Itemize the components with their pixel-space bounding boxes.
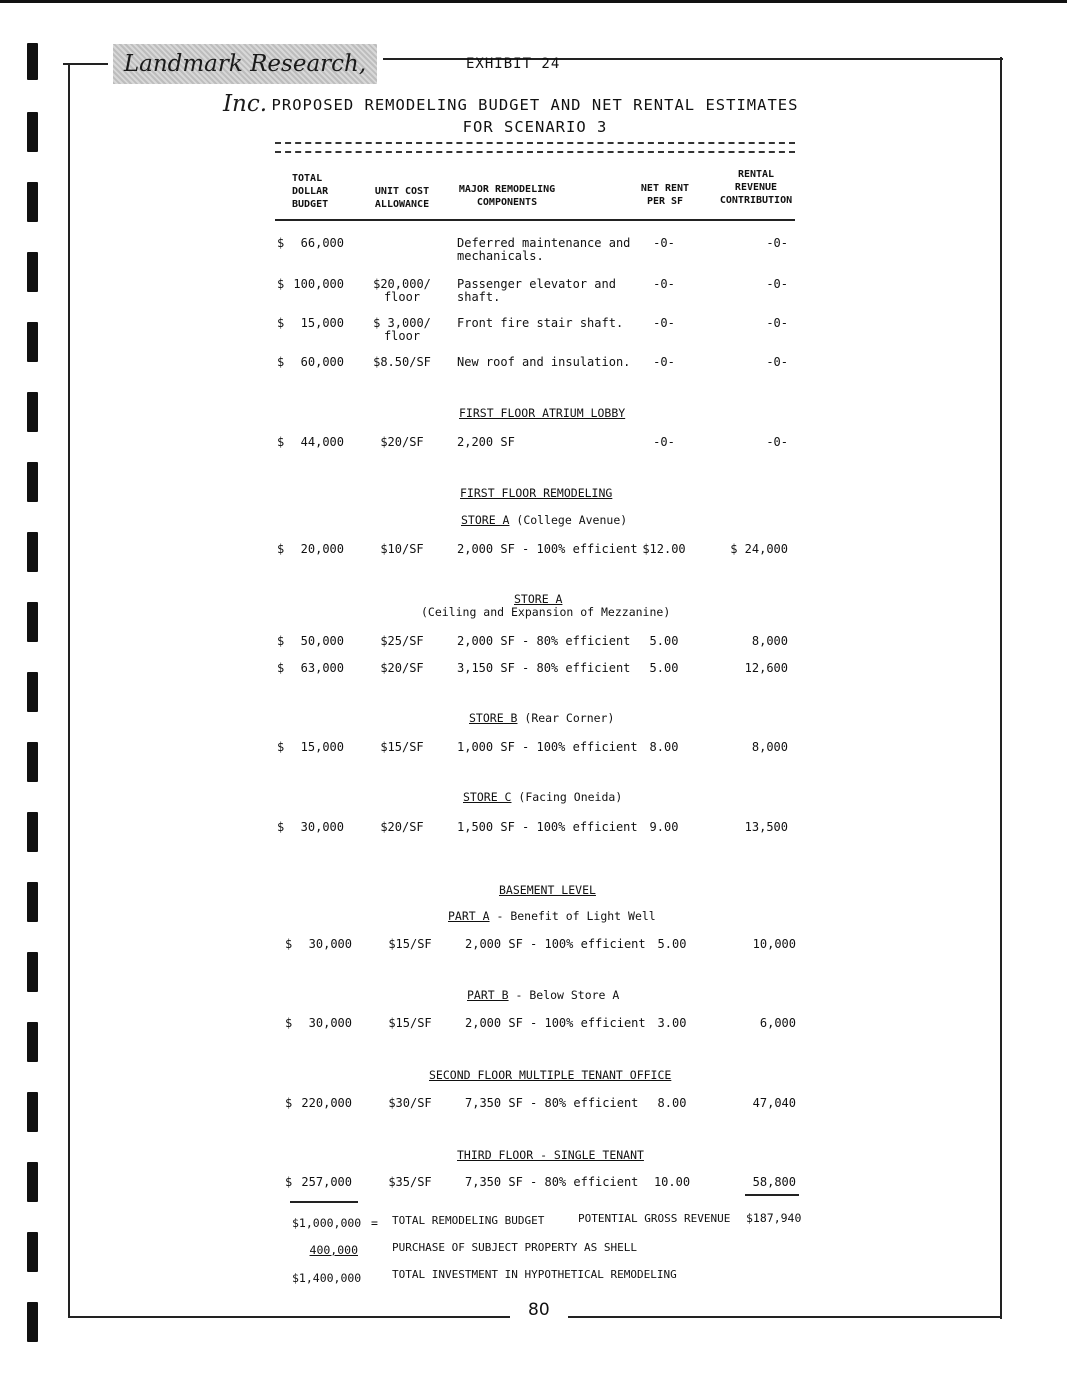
component-text-line2: shaft.: [457, 290, 501, 304]
component-text: 1,500 SF - 100% efficient: [457, 820, 638, 834]
component-text: 7,350 SF - 80% efficient: [465, 1096, 639, 1110]
binder-hole: [27, 322, 38, 362]
exhibit-label: EXHIBIT 24: [466, 56, 561, 72]
header-unit-cost: UNIT COST ALLOWANCE: [374, 186, 430, 210]
double-rule: [275, 142, 795, 153]
unit-cost-value: $30/SF: [388, 1096, 432, 1110]
section-heading: STORE A (College Avenue): [461, 513, 628, 527]
page-frame-bottom: [68, 1316, 510, 1318]
rental-revenue-value: -0-: [766, 316, 788, 330]
binder-hole: [27, 952, 38, 992]
dollar-sign: $: [277, 316, 285, 330]
binder-hole: [27, 43, 38, 80]
total-budget-value: $1,000,000: [292, 1216, 362, 1230]
net-rent-value: -0-: [653, 355, 675, 369]
budget-value: 50,000: [300, 634, 344, 648]
dollar-sign: $: [277, 542, 285, 556]
net-rent-value: 3.00: [657, 1016, 687, 1030]
header-net-rent: NET RENT PER SF: [640, 183, 690, 207]
rental-revenue-value: 6,000: [759, 1016, 796, 1030]
unit-cost-value: $25/SF: [380, 634, 424, 648]
purchase-label: PURCHASE OF SUBJECT PROPERTY AS SHELL: [392, 1241, 638, 1254]
unit-cost-value-line2: floor: [383, 290, 421, 304]
binder-hole: [27, 532, 38, 572]
rental-revenue-value: 10,000: [752, 937, 796, 951]
company-logo: Landmark Research, Inc.: [113, 44, 377, 84]
unit-cost-value: $35/SF: [388, 1175, 432, 1189]
unit-cost-value: $20/SF: [380, 435, 424, 449]
net-rent-value: $12.00: [642, 542, 686, 556]
net-rent-value: 8.00: [649, 740, 679, 754]
unit-cost-value: $15/SF: [388, 1016, 432, 1030]
budget-value: 60,000: [300, 355, 344, 369]
rental-revenue-value: 58,800: [752, 1175, 796, 1189]
budget-value: 30,000: [300, 820, 344, 834]
section-heading: FIRST FLOOR ATRIUM LOBBY: [459, 406, 626, 420]
header-components: MAJOR REMODELING COMPONENTS: [458, 184, 556, 208]
binder-hole: [27, 252, 38, 292]
binder-hole: [27, 1092, 38, 1132]
rental-revenue-value: -0-: [766, 435, 788, 449]
binder-hole: [27, 672, 38, 712]
rental-revenue-value: 8,000: [751, 634, 788, 648]
section-heading: BASEMENT LEVEL: [499, 883, 596, 897]
total-rule: [290, 1201, 358, 1203]
rental-revenue-value: 12,600: [744, 661, 788, 675]
budget-value: 15,000: [300, 316, 344, 330]
binder-hole: [27, 812, 38, 852]
binder-hole: [27, 882, 38, 922]
gross-revenue-value: $187,940: [746, 1211, 802, 1225]
component-text: 1,000 SF - 100% efficient: [457, 740, 638, 754]
net-rent-value: 5.00: [649, 634, 679, 648]
dollar-sign: $: [285, 1016, 293, 1030]
scan-top-edge: [0, 0, 1067, 3]
binder-hole: [27, 182, 38, 222]
section-heading: PART B - Below Store A: [467, 988, 620, 1002]
section-heading: PART A - Benefit of Light Well: [448, 909, 656, 923]
page-title: PROPOSED REMODELING BUDGET AND NET RENTAL ESTIMATES: [271, 96, 799, 114]
dollar-sign: $: [285, 1096, 293, 1110]
component-text: New roof and insulation.: [457, 355, 631, 369]
budget-value: 100,000: [293, 277, 344, 291]
unit-cost-value: $20,000/: [373, 277, 431, 291]
section-heading: STORE C (Facing Oneida): [463, 790, 623, 804]
unit-cost-value: $15/SF: [380, 740, 424, 754]
unit-cost-value: $20/SF: [380, 820, 424, 834]
total-investment-label: TOTAL INVESTMENT IN HYPOTHETICAL REMODELING: [392, 1268, 677, 1281]
page-frame-top: [63, 63, 108, 65]
dollar-sign: $: [277, 355, 285, 369]
total-budget-label: TOTAL REMODELING BUDGET: [392, 1214, 545, 1227]
budget-value: 15,000: [300, 740, 344, 754]
dollar-sign: $: [285, 1175, 293, 1189]
net-rent-value: -0-: [653, 277, 675, 291]
rental-revenue-value: 47,040: [752, 1096, 796, 1110]
dollar-sign: $: [277, 236, 285, 250]
binder-hole: [27, 1022, 38, 1062]
budget-value: 220,000: [301, 1096, 352, 1110]
dollar-sign: $: [277, 435, 285, 449]
unit-cost-value: $ 3,000/: [373, 316, 431, 330]
unit-cost-value: $20/SF: [380, 661, 424, 675]
section-heading: STORE A: [514, 592, 563, 606]
total-rule: [745, 1194, 799, 1196]
net-rent-value: 9.00: [649, 820, 679, 834]
net-rent-value: 5.00: [657, 937, 687, 951]
net-rent-value: 8.00: [657, 1096, 687, 1110]
unit-cost-value: $15/SF: [388, 937, 432, 951]
section-heading: FIRST FLOOR REMODELING: [460, 486, 613, 500]
component-text-line2: mechanicals.: [457, 249, 544, 263]
rental-revenue-value: -0-: [766, 236, 788, 250]
component-text: Front fire stair shaft.: [457, 316, 624, 330]
page-number: 80: [528, 1300, 550, 1320]
budget-value: 20,000: [300, 542, 344, 556]
budget-value: 44,000: [300, 435, 344, 449]
component-text: 3,150 SF - 80% efficient: [457, 661, 631, 675]
dollar-sign: $: [277, 820, 285, 834]
page-frame-bottom: [568, 1316, 1002, 1318]
page-frame-right: [1000, 57, 1002, 1319]
binder-hole: [27, 602, 38, 642]
net-rent-value: -0-: [653, 236, 675, 250]
rental-revenue-value: -0-: [766, 355, 788, 369]
component-text: 2,000 SF - 100% efficient: [457, 542, 638, 556]
rental-revenue-value: 13,500: [744, 820, 788, 834]
rental-revenue-value: $ 24,000: [730, 542, 788, 556]
page-subtitle: FOR SCENARIO 3: [462, 118, 608, 136]
component-text: Passenger elevator and: [457, 277, 616, 291]
header-rental-revenue: RENTAL REVENUE CONTRIBUTION: [719, 169, 793, 206]
budget-value: 66,000: [300, 236, 344, 250]
section-heading: STORE B (Rear Corner): [469, 711, 615, 725]
dollar-sign: $: [277, 277, 285, 291]
purchase-value: 400,000: [309, 1243, 358, 1257]
unit-cost-value: $10/SF: [380, 542, 424, 556]
binder-hole: [27, 742, 38, 782]
net-rent-value: 10.00: [653, 1175, 691, 1189]
component-text: 2,000 SF - 100% efficient: [465, 1016, 646, 1030]
page-frame-left: [68, 63, 70, 1318]
net-rent-value: 5.00: [649, 661, 679, 675]
dollar-sign: $: [277, 661, 285, 675]
budget-value: 30,000: [308, 1016, 352, 1030]
net-rent-value: -0-: [653, 435, 675, 449]
component-text: 2,200 SF: [457, 435, 515, 449]
net-rent-value: -0-: [653, 316, 675, 330]
binder-hole: [27, 462, 38, 502]
binder-hole: [27, 392, 38, 432]
gross-revenue-label: POTENTIAL GROSS REVENUE: [578, 1212, 731, 1225]
binder-hole: [27, 112, 38, 152]
component-text: 2,000 SF - 100% efficient: [465, 937, 646, 951]
rental-revenue-value: 8,000: [751, 740, 788, 754]
unit-cost-value-line2: floor: [383, 329, 421, 343]
dollar-sign: $: [277, 740, 285, 754]
budget-value: 257,000: [301, 1175, 352, 1189]
component-text: 7,350 SF - 80% efficient: [465, 1175, 639, 1189]
component-text: 2,000 SF - 80% efficient: [457, 634, 631, 648]
binder-hole: [27, 1232, 38, 1272]
section-heading: THIRD FLOOR - SINGLE TENANT: [457, 1148, 644, 1162]
section-heading: SECOND FLOOR MULTIPLE TENANT OFFICE: [429, 1068, 672, 1082]
total-investment-value: $1,400,000: [292, 1271, 362, 1285]
binder-hole: [27, 1302, 38, 1342]
dollar-sign: $: [285, 937, 293, 951]
budget-value: 30,000: [308, 937, 352, 951]
component-text: Deferred maintenance and: [457, 236, 631, 250]
budget-value: 63,000: [300, 661, 344, 675]
section-subheading: (Ceiling and Expansion of Mezzanine): [421, 605, 671, 619]
unit-cost-value: $8.50/SF: [373, 355, 431, 369]
rental-revenue-value: -0-: [766, 277, 788, 291]
equals-sign: =: [371, 1216, 378, 1230]
dollar-sign: $: [277, 634, 285, 648]
header-rule: [275, 219, 795, 221]
binder-hole: [27, 1162, 38, 1202]
header-total-dollar-budget: TOTAL DOLLAR BUDGET: [292, 173, 329, 210]
